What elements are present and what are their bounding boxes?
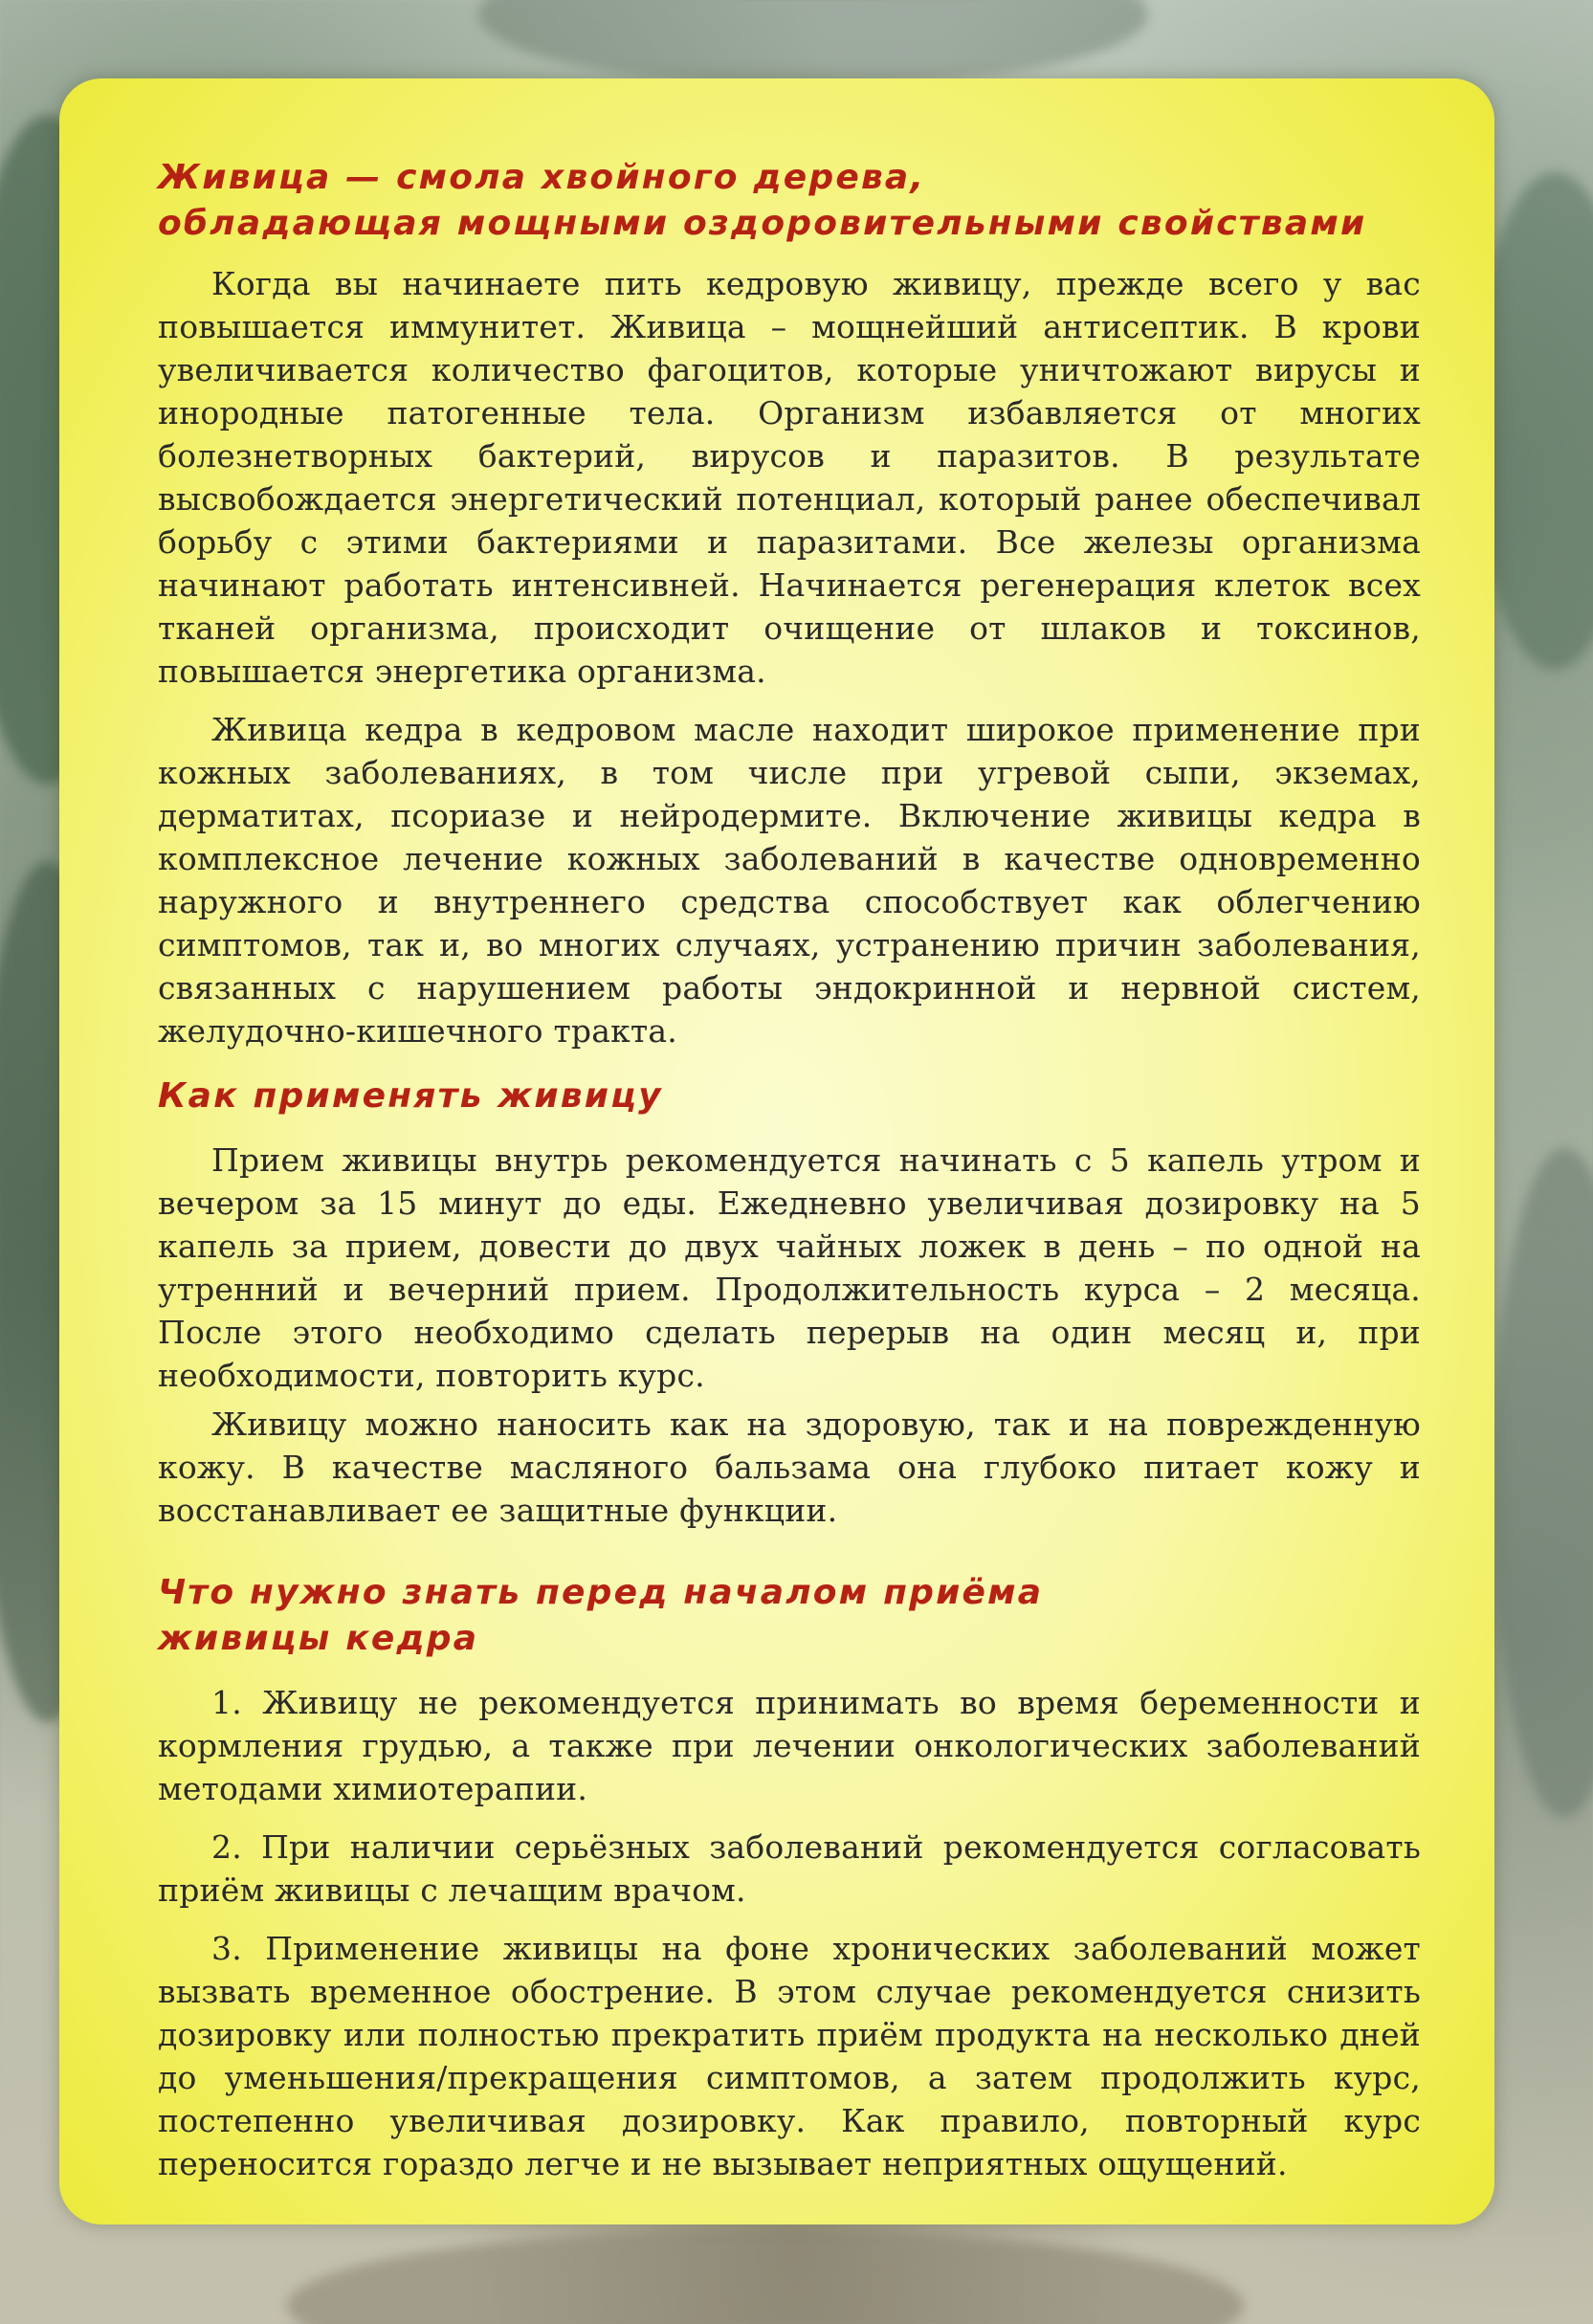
- heading-line: обладающая мощными оздоровительными свойствами: [158, 204, 1367, 243]
- panel-content: [158, 155, 1421, 2185]
- background-grass: [287, 2229, 1244, 2324]
- section-heading-resin: [158, 155, 1421, 247]
- heading-line: Что нужно знать перед началом приёма: [158, 1573, 1044, 1612]
- paragraph: Живицу можно наносить как на здоровую, так и на поврежденную кожу. В качестве масляного бальзама она глубоко питает кожу и восстанавливает ее защитные функции.: [158, 1405, 1421, 1529]
- heading-line: Как применять живицу: [158, 1076, 663, 1116]
- paragraph: Когда вы начинаете пить кедровую живицу, прежде всего у вас повышается иммунитет. Живица – мощнейший антисептик. В крови увеличивается количество фагоцитов, которые уничтожают вирусы и инородные патогенные тела. Организм избавляется от многих болезнетворных бактерий, вирусов и паразитов. В результате высвобождается энергетический потенциал, который ранее обеспечивал борьбу с этими бактериями и паразитами. Все железы организма начинают работать интенсивней. Начинается регенерация клеток всех тканей организма, происходит очищение от шлаков и токсинов, повышается энергетика организма.: [158, 265, 1421, 690]
- heading-line: живицы кедра: [158, 1619, 479, 1658]
- list-item: 2. При наличии серьёзных заболеваний рекомендуется согласовать приём живицы с лечащим врачом.: [158, 1828, 1421, 1909]
- list-item: 3. Применение живицы на фоне хронических заболеваний может вызвать временное обострение. В этом случае рекомендуется снизить дозировку или полностью прекратить приём продукта на несколько дней до уменьшения/прекращения симптомов, а затем продолжить курс, постепенно увеличивая дозировку. Как правило, повторный курс переносится гораздо легче и не вызывает неприятных ощущений.: [158, 1930, 1421, 2182]
- list-item: 1. Живицу не рекомендуется принимать во время беременности и кормления грудью, а также при лечении онкологических заболеваний методами химиотерапии.: [158, 1684, 1421, 1807]
- heading-line: Живица — смола хвойного дерева,: [158, 158, 926, 197]
- section-heading-usage: [158, 1073, 1421, 1119]
- paragraph: Живица кедра в кедровом масле находит широкое применение при кожных заболеваниях, в том числе при угревой сыпи, экземах, дерматитах, псориазе и нейродермите. Включение живицы кедра в комплексное лечение кожных заболеваний в качестве одновременно наружного и внутреннего средства способствует как облегчению симптомов, так и, во многих случаях, устранению причин заболевания, связанных с нарушением работы эндокринной и нервной систем, желудочно-кишечного тракта.: [158, 711, 1421, 1050]
- section-heading-precautions: [158, 1570, 1421, 1662]
- background-canopy: [478, 0, 1148, 86]
- background-tree: [1493, 1148, 1593, 1818]
- paragraph: Прием живицы внутрь рекомендуется начинать с 5 капель утром и вечером за 15 минут до еды. Ежедневно увеличивая дозировку на 5 капель за прием, довести до двух чайных ложек в день – по одной на утренний и вечерний прием. Продолжительность курса – 2 месяца. После этого необходимо сделать перерыв на один месяц и, при необходимости, повторить курс.: [158, 1141, 1421, 1394]
- yellow-text-panel: [59, 78, 1494, 2224]
